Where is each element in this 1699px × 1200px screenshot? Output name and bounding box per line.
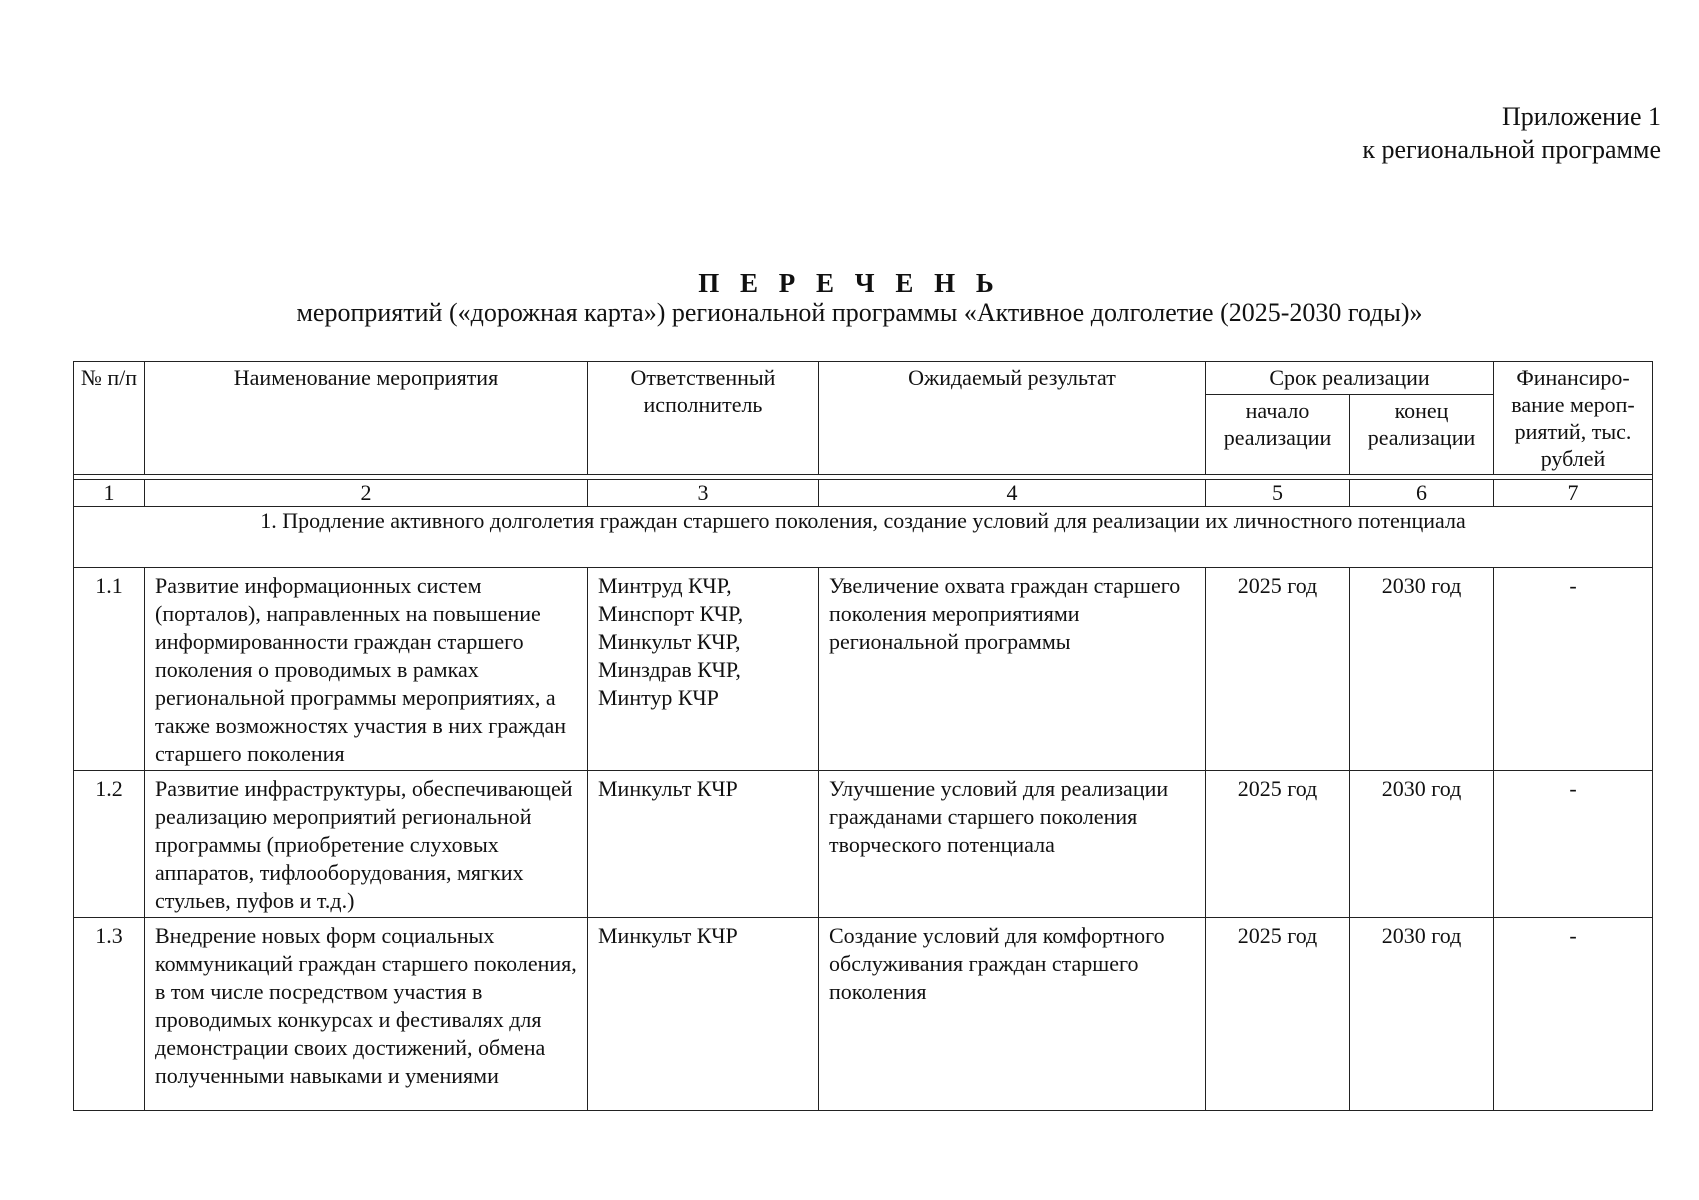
row-number: 1.2 — [74, 771, 145, 918]
section-title: 1. Продление активного долголетия граждан старшего поколения, создание условий для реализации их личностного потенциала — [74, 507, 1653, 568]
financing: - — [1494, 568, 1653, 771]
appendix-line-2: к региональной программе — [1362, 135, 1661, 164]
financing: - — [1494, 771, 1653, 918]
row-number: 1.1 — [74, 568, 145, 771]
header-name: Наименование мероприятия — [145, 362, 588, 475]
column-number: 7 — [1494, 480, 1653, 507]
column-number: 5 — [1206, 480, 1350, 507]
end-date: 2030 год — [1350, 568, 1494, 771]
expected-result: Создание условий для комфортного обслуживания граждан старшего поколения — [819, 918, 1206, 1111]
header-end: конец реализации — [1350, 394, 1494, 474]
responsible-executor: Минкульт КЧР — [588, 918, 819, 1111]
column-number-row — [74, 480, 1653, 507]
header-result: Ожидаемый результат — [819, 362, 1206, 475]
expected-result: Улучшение условий для реализации гражданами старшего поколения творческого потенциала — [819, 771, 1206, 918]
table-row — [74, 771, 1653, 918]
header-term: Срок реализации — [1206, 362, 1494, 395]
header-row-1 — [74, 362, 1653, 395]
row-number: 1.3 — [74, 918, 145, 1111]
activities-table — [73, 361, 1653, 1111]
end-date: 2030 год — [1350, 771, 1494, 918]
header-start: начало реализации — [1206, 394, 1350, 474]
document-subtitle: мероприятий («дорожная карта») региональной программы «Активное долголетие (2025-2030 годы)» — [296, 298, 1423, 327]
end-date: 2030 год — [1350, 918, 1494, 1111]
table-row — [74, 568, 1653, 771]
column-number: 2 — [145, 480, 588, 507]
financing: - — [1494, 918, 1653, 1111]
start-date: 2025 год — [1206, 771, 1350, 918]
responsible-executor: Минкульт КЧР — [588, 771, 819, 918]
activity-name: Развитие информационных систем (порталов), направленных на повышение информированности граждан старшего поколения о проводимых в рамках региональной программы мероприятиях, а также возможностях участия в них граждан старшего поколения — [145, 568, 588, 771]
start-date: 2025 год — [1206, 918, 1350, 1111]
column-number: 1 — [74, 480, 145, 507]
responsible-executor: Минтруд КЧР, Минспорт КЧР, Минкульт КЧР, Минздрав КЧР, Минтур КЧР — [588, 568, 819, 771]
column-number: 3 — [588, 480, 819, 507]
appendix-note — [1362, 100, 1661, 166]
table-row — [74, 918, 1653, 1111]
activity-name: Внедрение новых форм социальных коммуникаций граждан старшего поколения, в том числе посредством участия в проводимых конкурсах и фестивалях для демонстрации своих достижений, обмена полученными навыками и умениями — [145, 918, 588, 1111]
start-date: 2025 год — [1206, 568, 1350, 771]
section-row — [74, 507, 1653, 568]
activity-name: Развитие инфраструктуры, обеспечивающей реализацию мероприятий региональной программы (приобретение слуховых аппаратов, тифлооборудования, мягких стульев, пуфов и т.д.) — [145, 771, 588, 918]
header-executor: Ответственный исполнитель — [588, 362, 819, 475]
header-num: № п/п — [74, 362, 145, 475]
header-financing: Финансиро-вание мероп-риятий, тыс. рублей — [1494, 362, 1653, 475]
document-title: П Е Р Е Ч Е Н Ь — [698, 268, 1001, 298]
appendix-line-1: Приложение 1 — [1501, 102, 1661, 131]
expected-result: Увеличение охвата граждан старшего поколения мероприятиями региональной программы — [819, 568, 1206, 771]
column-number: 6 — [1350, 480, 1494, 507]
column-number: 4 — [819, 480, 1206, 507]
